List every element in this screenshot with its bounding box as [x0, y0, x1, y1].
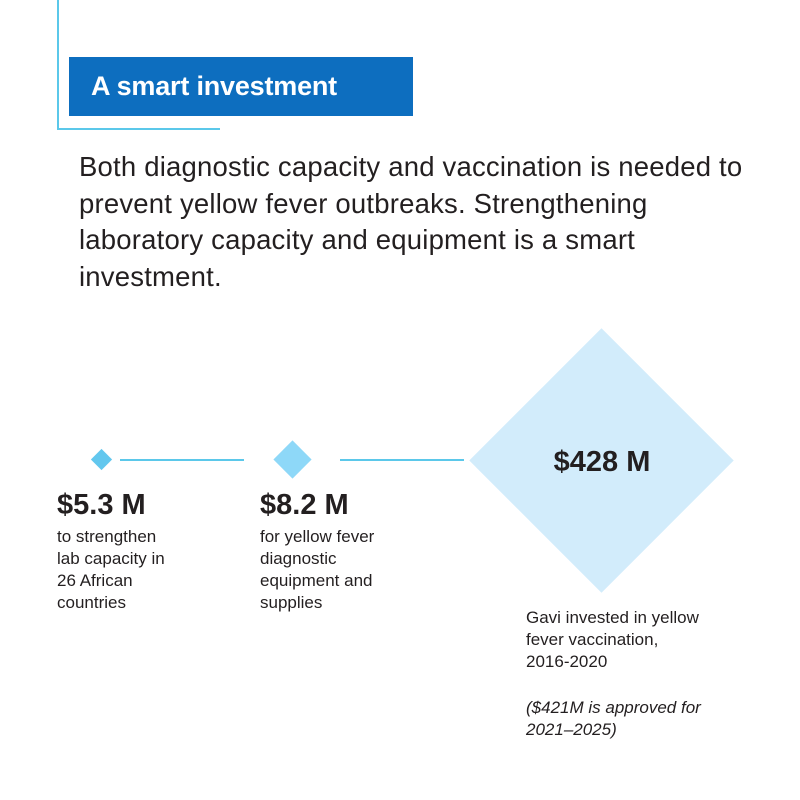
stat-value-diagnostics: $8.2 M [260, 489, 349, 521]
frame-vertical-line [57, 0, 59, 130]
intro-paragraph: Both diagnostic capacity and vaccination is needed to prevent yellow fever outbreaks. Strengthening laboratory capacity and equipment is a smart investment. [79, 151, 743, 292]
stat-desc-diagnostics: for yellow fever diagnostic equipment and supplies [260, 527, 375, 612]
diamond-medium-marker [273, 440, 311, 478]
stat-value-vaccination: $428 M [553, 446, 651, 478]
title-banner [69, 57, 413, 116]
connector-line-2 [340, 459, 464, 461]
stat-value-lab-capacity: $5.3 M [57, 489, 146, 521]
diamond-small-marker [91, 449, 112, 470]
frame-horizontal-line [57, 128, 220, 130]
stat-desc-vaccination: Gavi invested in yellow fever vaccination, 2016-2020 [526, 608, 699, 671]
connector-line-1 [120, 459, 244, 461]
stat-note-approved: ($421M is approved for 2021–2025) [526, 698, 701, 739]
page-title: A smart investment [91, 71, 337, 101]
stat-desc-lab-capacity: to strengthen lab capacity in 26 African countries [57, 527, 165, 612]
